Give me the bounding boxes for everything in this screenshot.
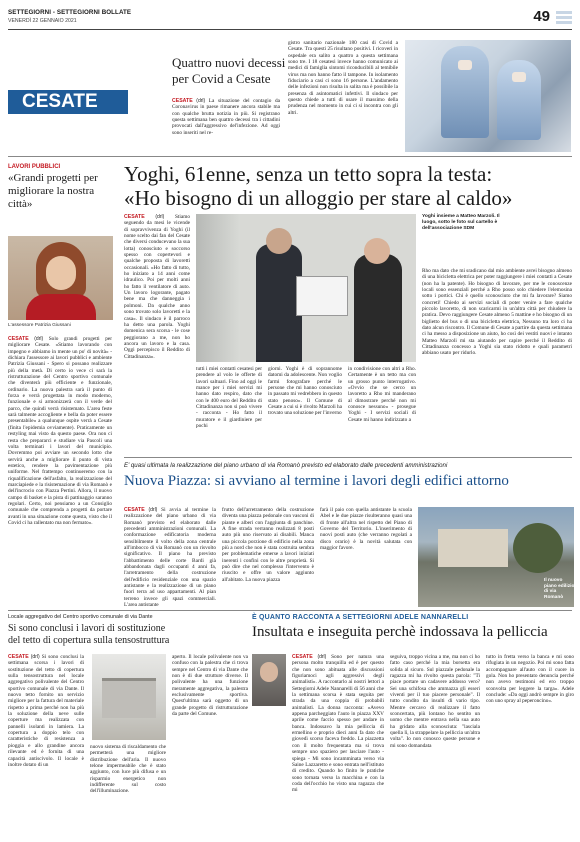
covid-photo [405,40,571,152]
piazza-photo-caption: Il nuovo piano edilizio di via Romanò [544,578,575,600]
page-header [8,8,572,30]
main-col-4: in condivisione con altri a Rho. Certamente è un tetto ma con un grosso punto interrogativo. «Ovvio che se cerco un lavoretto a Rho mi manderano al dimostrare perché non mi conosce nessuno» - prosegue Yoghi - I servizi sociali di Cesate mi hanno indirizzato a [348,366,416,423]
piazza-col-3: farà il paio con quella antistante la scuola Abel e le due piazze risulteranno quasi una di fronte all'altra nel rispetto del Piano di Governo del Territorio. L'inserimento di nuovi posti auto (che verranno regolati a disco orario) è la novità salutata con maggior favore. [320,507,412,552]
sidebar-body: CESATE (drl) Solo grandi progetti per migliorare Cesate. «Stiamo lavorando con impegno e abbiamo in mente un po' di novità» - dichiara l'assessore ai lavori pubblici e ambiente Patrizia Giussani - Spero si possano realizzare più della metà. Di certo io vece ci sarà la ristrutturazione del Centro sportivo comunale che diventerà più efficiente e funzionale, ordinario. La nuova palestra sarà il punto di forza e verrà progettata in modo moderno, funzionale e si armonizzerà con il verde del parco, che quindi verrà risistemato. L'area feste sarà talmente accogliente e bella da poter essere presentabile» a qualunque ospite verrà a Cesate (finita l'epidemia ovviamente). Praticamente un restyling mai visto da questo paese. Ora non ci resta che prepararci e studiare via Pascoli una volta terminati i lavori del municipio. Dovremmo poi avviare un secondo lotto che servirà anche a migliorare il punto di vista estetico, rendere la pavimentazione più uniforme. Nel frattempo continueremo con la riqualificazione dell'asfalto, la realizzazione del marciapiede e la risistemazione di via Romanò e dell'incrocio con Piazza Pertini. Allora, il nuovo campo di basket e la pista di pattinaggio saranno regolari. Certo, noi pensiamo a un Consiglio comunale che comprenda a progetti da portare avanti in una situazione come questa, visto che il Covid ci ha rallentato ma non fermato». [8,336,112,526]
tensostruttura-photo [92,654,166,740]
piazza-kicker: E' quasi ultimata la realizzazione del piano urbano di via Romanò previsto ed elaborato dalle precedenti amministrazioni [124,462,448,469]
main-col-1: CESATE (drl) Stiamo seguendo da mesi le vicende di sopravvivenza di Yoghi (il nome scelto dai fan del Cesate che diversi conducevano la sua lotta) conosciuto e soccorso spesso con copertevori e qualche proposta di lavoretti occasionali. «Ho fatto di tutto, ho iniziato a 14 anni come idraulico. Poi per molti anni ho fatto il ventilatore di auto. Un lavoro logorante, pagato bene ma che danneggia i polmoni. Da qualche anno sono trovato solo lavoretti e la casa». Il sindaco è il parroco ha detto una parola. Yoghi domenica sera scorsa - le cose peggiorano a me, non ho ancora un lavoro e la casa. Oggi percepisco il Reddito di Cittadinanza». [124,214,190,360]
piazza-headline: Nuova Piazza: si avviano al termine i lavori degli edifici attorno [124,473,509,489]
sport-col-1: CESATE (drl) Si sono conclusi la settimana scorsa i lavori di sostituzione del tetto di copertura sulla tensostruttura nel locale aggregativo polivalente del Centro sportivo comunale di via Dante. Il nuovo tetto fornito un servizio migliore per la fattura del materiale rispetto a prima perché non ha più la soluzione della neve sulle coperture ma realizzata con pannelli isolanti in lamiera. La copertura a doppio telo con caratteristiche di resistenza a pioggia e allo grandine ancora rilevante ed è fornita di una capacità antiscivolo. Il locale è inoltre dotato di un [8,654,84,768]
divider [8,156,572,157]
publication-name: SETTEGIORNI - SETTEGIORNI BOLLATE [8,9,132,16]
main-col-2: tutti i miei contatti cesatesi per prendere al volo le offerte di lavori saltuari. Fino ad oggi le mance per i miei servizi mi hanno dato respiro, dato che con le 400 euro del Reddito di Cittadinanza non si può vivere - racconta - Ho fatto il muratore e il giardiniere per pochi [196,366,262,430]
pelliccia-kicker: È QUANTO RACCONTA A SETTEGIORNI ADELE NANNARELLI [252,614,469,621]
main-col-3: giorni. Yoghi è di soprannome datomi da adolescente. Non voglio farmi fotografare perché le persone che mi hanno conosciuto in passato mi vedrebbero in questo stato penoso». Il Comune di Cesate a cui si è rivolto Marzoli ha trovato una soluzione per l'inverno [268,366,342,417]
pelliccia-headline: Insultata e inseguita perchè indossava la pelliccia [252,624,548,640]
pelliccia-col-3: tutto in fretta verso la banca e mi sono rifugiata in un negozio. Poi mi sono fatta accompagnare all'auto con il cuore in gola. Non ho presentato denuncia perché non avevo testimoni ed ero troppo sconvolta per leggere la targa». Adele conclude: «Da oggi andrò sempre in giro con uno spray al peperoncino». [486,654,574,705]
sport-col-2: nuovo sistema di riscaldamento che permetterà una migliore distribuzione dell'aria. Il nuovo telone impermeabile che è stato aggiunto, con luce più difusa e un risparmio energetico non indifferente sul costo dell'illuminazione. [90,744,166,795]
page-number: 49 [533,8,550,25]
yoghi-photo [196,214,416,362]
pelliccia-col-1: CESATE (drl) Sono per natura una persona molto tranquilla ed è per questo che non sono abituata alle discussioni figuriamoci agli aggressivi degli animalisti». A raccontarlo ai nostri lettori a Settegiorni Adele Nannarelli di 56 anni che la settimana scorsa è stata seguita per strada da una coppia di probabili animalisti. La donna racconta: «Avevo appena parcheggiato l'auto in piazza XXV aprile come faccio spesso per andare in banca. Indossavo la mia pelliccia di ermellino e proprio dieci anni fa dato che giovedì scorso faceva freddo. La piazzetta con il molto frequentata ma si trova sempre uno spaziero per lasciare l'auto - spiega - Mi sono incamminata verso via Saine Lazzaretto e sono entrata nell'istituto di credito. Quando ho finito le pratiche sono tornata verso la macchina e con la coda dell'occhio ho visto una ragazza che mi [292,654,384,794]
divider [8,610,572,611]
pelliccia-col-2: seguiva, troppo vicina a me, ma non ci ho fatto caso perché la mia borsetta era solida al sicuro. Sul piazzale pedonale la ragazza mi ha rivolto questa parola: "Ti piace portare un cadavere addosso vero? Sei una schifosa che ammazza gli esseri viventi per il tuo piacere personale". Il tutto condito da insulti di vario tipo. Mentre cercavo di realizzare il fatto sconcertata, più lontano ho sentito un uomo che mentre entrava nella sua auto ha gridato alla sconosciuta: "lasciala quella lì, la strappelare la pelliccia un'altra volta". Io non conosco queste persone e mi sono domandata [390,654,480,749]
covid-col-2: gistro sanitario nazionale 180 casi di Covid a Cesate. Tra questi 25 risultano positivi. I ricoveri in ospedale era salito a quattro a questa settimana sono tre. I 18 cesatesi invece hanno comunicato ai medici di famiglia sintomi riconducibili al temibile virus ma non hanno fatto il tampone. In isolamento fiduciario a casi ci sono 16 persone. L'andamento delle infezioni non risulta in salita ma è possibile la presenza di asintomatici infettivi. Il sindaco per questo chiede a tutti di usare il massimo della prudenza nel momento in cui ci si incontra con gli altri. [288,40,398,116]
piazza-col-2: frutto dell'arretramento della costruzione diventa una piazza pedonale con vasconi di piante e alberi con l'aggiunta di panchine. A fine strada verranno realizzati 8 posti auto più uno riservato ai disabili. Manca una piccola porzione di edificio nella zona più a nord che non è stata costruita sembra per problematiche emerse a lavori iniziati inerenti i confini con le altre proprietà. Si può dire che nel complesso l'intervento è riuscito e offre un valore aggiunto all'abitato. La nuova piazza [222,507,314,583]
assessore-photo-caption: L'assessore Patrizia Giussani [8,323,71,328]
sidebar-tag: LAVORI PUBBLICI [8,164,61,170]
sport-headline: Si sono conclusi i lavori di sostituzione del tetto di copertura sulla tensostruttura [8,623,170,646]
divider [124,457,572,458]
piazza-col-1: CESATE (drl) Si avvia al termine la realizzazione del piano urbano di via Romanò previsto ed elaborato dalle precedenti amministrazioni comunali. La conformazione edificatoria moderna sensibilmente il volto della zona centrale all'imbocco di via Romanò con un risvolto significativo. Il piano ha previsto l'abbattimento delle corte Bardi già abbandonata dagli occupanti 4 anni fa, l'arretramento della costruzione dell'edificio residenziale con una spazio antistante e la realizzazione di un piano fuori terra ad uso appartamenti. Al pian terreno invece gli spazi commerciali. L'area antistante [124,507,217,609]
yoghi-photo-caption: Yoghi insieme a Matteo Marzoli. Il luogo, sotto le foto sul cartello è dell'associazione SDM [422,214,500,231]
covid-col-1: CESATE (drl) La situazione del contagio da Coronavirus in paese rimanere ancora stabile ma con qualche brutta notizia in più. Si registrano questa settimana ben quattro decessi tra i cittadini provocati dall'aggressivo del'infezione. Ad oggi sono inseriti nel re- [172,98,281,136]
header-bars-icon [556,11,572,25]
sport-col-3: aperto. Il locale polivalente non va confuso con la palestra che ci trova sempre nel Centro di via Dante che non è di due strutture diverse. Il polivalente ha una funzione meramente aggregativa, la palestra esclusivamente sportiva. Quest'ultima sarà oggetto di un grande progetto di ristrutturazione da parte del Comune. [172,654,248,718]
sidebar-title: «Grandi progetti per migliorare la nostra città» [8,172,98,210]
main-headline: Yoghi, 61enne, senza un tetto sopra la testa: «Ho bisogno di un alloggio per stare al caldo» [124,162,513,210]
covid-headline: Quattro nuovi decessi per Covid a Cesate [172,55,286,86]
section-label: CESATE [8,90,128,114]
main-col-5: Rho ma dato che mi sradicano dal mio ambiente avrei bisogno almeno di una bicicletta elettrica per poter raggiungere i miei contatti a Cesate (non ha la patente). Ho bisogno di lavorare, per me le conoscenze locali sono essenziali perché a Rho posso solo chiedere l'elemosina sotto i portici. Chi è quello sconosciuto che mi fa lavorare? Siamo concreti! Chiedo ai servizi sociali di poter venire a fare qualche piccolo lavoretto, di non scaricarmi in un'altra città per chiudere la pratica. Devo raggiungere Cesate almeno 5 mattine e ho bisogno di un biglietto del bus o di una bicicletta elettrica, Nessuno tra loro ci ha dato alcun riscontro. Il Comune di Cesate a partire da questa settimana ci ha messo a disposizione un aiuto, ho così dei vestiti nuovi e intanto Matteo Marzoli mi sta aiutando per capire perché il Reddito di Cittadinanza concesso a Yoghi sia stato ridotto e quali parametri abbiano usato per ridurlo. [422,268,572,357]
issue-date: VENERDÌ 22 GENNAIO 2021 [8,18,77,24]
sport-kicker: Locale aggregativo del Centro sportivo comunale di via Dante [8,614,153,620]
adele-photo [252,654,286,706]
assessore-photo [8,236,113,320]
